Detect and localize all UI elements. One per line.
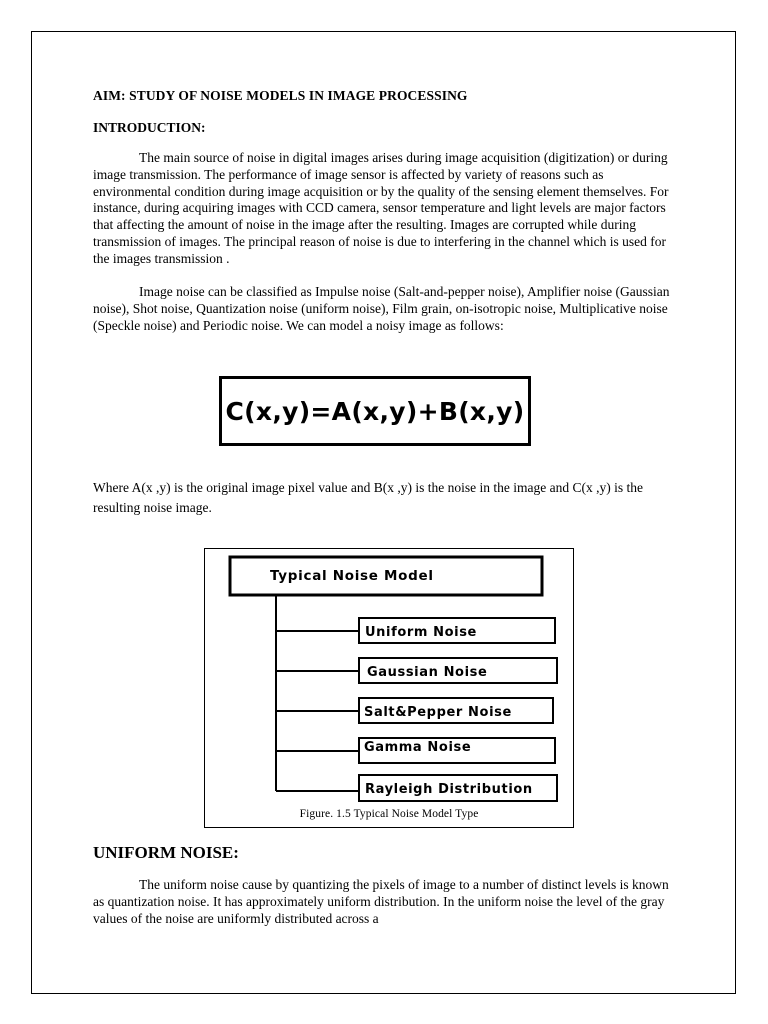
intro-paragraph-1: [93, 150, 677, 268]
intro-paragraph-1-text: The main source of noise in digital images arises during image acquisition (digitization) or during image transmission. The performance of image sensor is affected by variety of reasons such as environmental condition during image acquisition or by the quality of the sensing element themselves. For instance, during acquiring images with CCD camera, sensor temperature and light levels are major factors that affecting the amount of noise in the image after the resulting. Images are corrupted while during transmission of images. The principal reason of noise is due to interfering in the channel which is used for the images transmission .: [93, 150, 669, 266]
item-rayleigh-distribution: Rayleigh Distribution: [365, 782, 533, 797]
formula-explanation: Where A(x ,y) is the original image pixel value and B(x ,y) is the noise in the image and C(x ,y) is the resulting noise image.: [93, 480, 643, 515]
uniform-paragraph-text: The uniform noise cause by quantizing the pixels of image to a number of distinct levels is known as quantization noise. It has approximately uniform distribution. In the uniform noise the level of the gray values of the noise are uniformly distributed across a: [93, 877, 669, 926]
figure-caption: Figure. 1.5 Typical Noise Model Type: [299, 808, 479, 820]
formula-box: [219, 376, 531, 446]
item-gaussian-noise: Gaussian Noise: [367, 665, 488, 680]
noise-model-diagram: [205, 549, 575, 829]
item-gamma-noise: Gamma Noise: [364, 740, 472, 755]
aim-heading: AIM: STUDY OF NOISE MODELS IN IMAGE PROCESSING: [93, 88, 468, 103]
formula-text: C(x,y)=A(x,y)+B(x,y): [225, 396, 525, 426]
uniform-paragraph: [93, 877, 677, 927]
uniform-noise-heading: UNIFORM NOISE:: [93, 843, 239, 862]
intro-paragraph-2: [93, 284, 677, 334]
intro-paragraph-2-text: Image noise can be classified as Impulse noise (Salt-and-pepper noise), Amplifier noise (Gaussian noise), Shot noise, Quantization noise (uniform noise), Film grain, on-isotropic noise, Multiplicative noise (Speckle noise) and Periodic noise. We can model a noisy image as follows:: [93, 284, 670, 333]
introduction-heading: INTRODUCTION:: [93, 120, 206, 135]
figure-title: Typical Noise Model: [270, 568, 434, 584]
noise-model-figure: [204, 548, 574, 828]
item-salt-pepper-noise: Salt&Pepper Noise: [364, 705, 512, 720]
item-uniform-noise: Uniform Noise: [365, 625, 477, 640]
